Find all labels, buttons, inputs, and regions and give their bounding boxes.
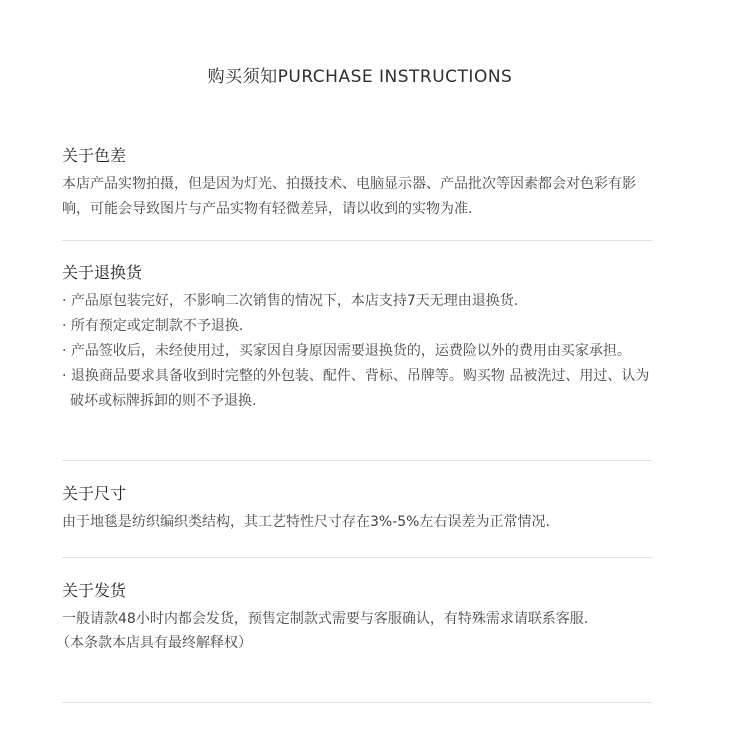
section-heading-returns: 关于退换货 (62, 263, 143, 282)
divider (62, 557, 652, 558)
section-heading-color: 关于色差 (62, 146, 127, 165)
list-item: · 产品原包装完好，不影响二次销售的情况下，本店支持7天无理由退换货. (62, 293, 519, 309)
divider (62, 240, 652, 241)
section-heading-size: 关于尺寸 (62, 484, 127, 503)
list-item: · 退换商品要求具备收到时完整的外包装、配件、背标、吊牌等。购买物 品被洗过、用过、认为破坏或标牌拆卸的则不予退换. (62, 368, 650, 409)
section-size (62, 484, 662, 535)
divider (62, 460, 652, 461)
divider (62, 702, 652, 703)
section-text-shipping: 一般请款48小时内都会发货，预售定制款式需要与客服确认，有特殊需求请联系客服. (62, 611, 589, 627)
section-heading-shipping: 关于发货 (62, 581, 127, 600)
page-title: 购买须知PURCHASE INSTRUCTIONS (207, 67, 513, 87)
disclaimer-note: （本条款本店具有最终解释权） (56, 635, 252, 651)
section-text-size: 由于地毯是纺织编织类结构，其工艺特性尺寸存在3%-5%左右误差为正常情况. (62, 514, 550, 530)
list-item: · 所有预定或定制款不予退换. (62, 318, 244, 334)
section-returns (62, 263, 662, 414)
section-shipping (56, 581, 662, 654)
section-color-difference (62, 146, 662, 222)
section-text-color: 本店产品实物拍摄，但是因为灯光、拍摄技术、电脑显示器、产品批次等因素都会对色彩有影响，可能会导致图片与产品实物有轻微差异，请以收到的实物为准. (62, 176, 636, 217)
list-item: · 产品签收后，未经使用过，买家因自身原因需要退换货的，运费险以外的费用由买家承担。 (62, 343, 631, 359)
